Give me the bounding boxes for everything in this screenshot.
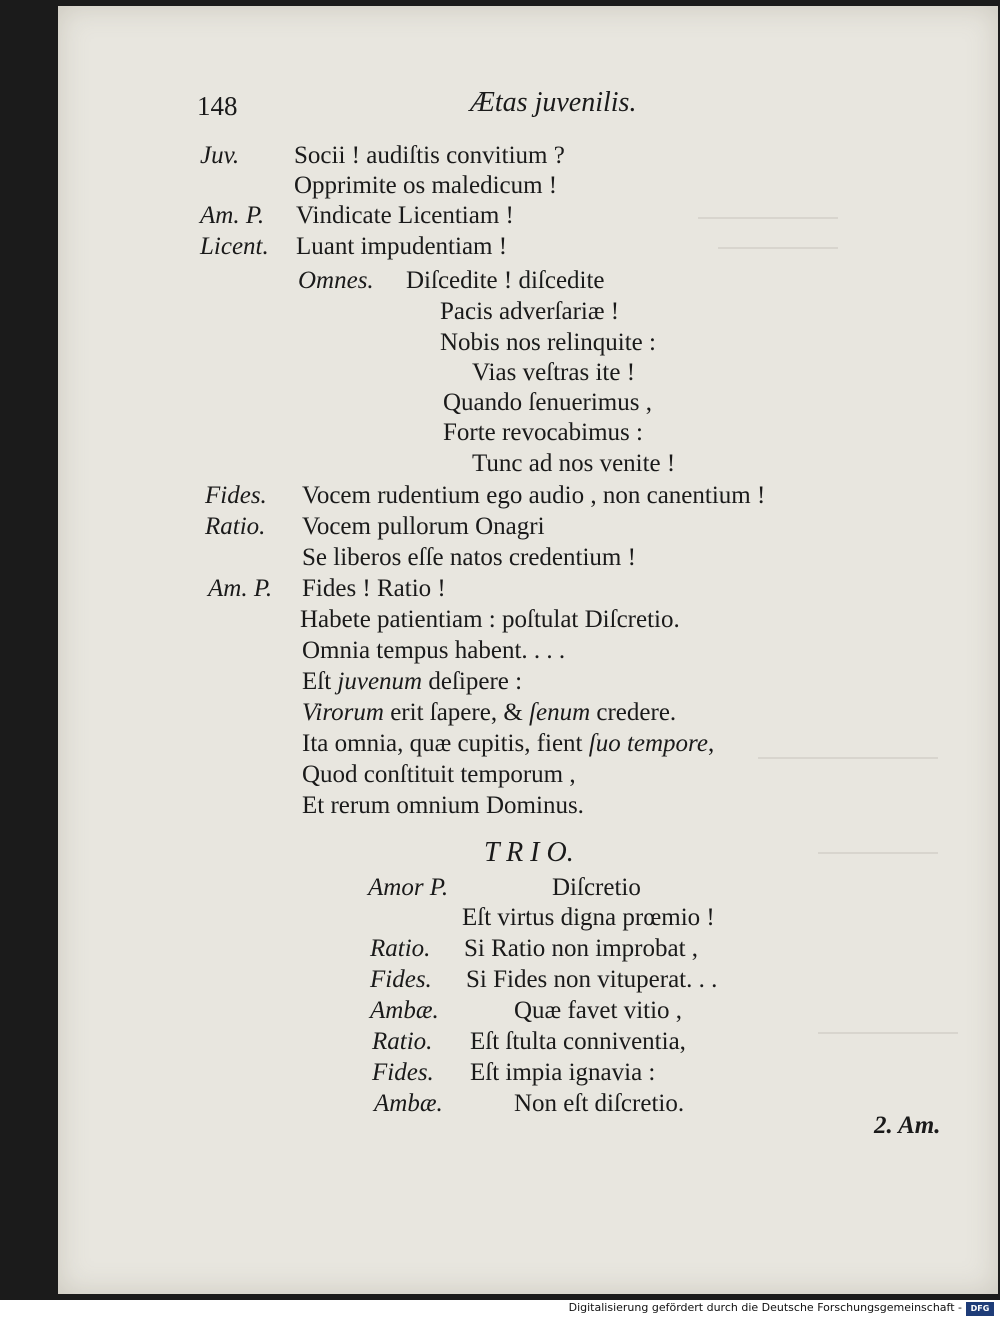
verse-line: Se liberos eſſe natos credentium ! (302, 544, 636, 571)
verse-line: Diſcedite ! diſcedite (406, 267, 605, 294)
bleed-through (718, 231, 838, 249)
verse-line: Nobis nos relinquite : (440, 329, 656, 356)
speaker-label: Ambæ. (374, 1090, 443, 1117)
verse-line: Diſcretio (552, 874, 641, 901)
verse-line: Quæ favet vitio , (514, 997, 683, 1024)
bleed-through (698, 201, 838, 219)
speaker-label: Amor P. (368, 874, 449, 901)
speaker-label: Ambæ. (370, 997, 439, 1024)
verse-line: Pacis adverſariæ ! (440, 298, 620, 325)
speaker-label: Ratio. (370, 935, 431, 962)
verse-line: Eſt impia ignavia : (470, 1059, 656, 1086)
verse-line: Habete patientiam : poſtulat Diſcretio. (300, 606, 680, 633)
verse-line: Fides ! Ratio ! (302, 575, 446, 602)
verse-line: Vias veſtras ite ! (472, 359, 636, 386)
verse-line: Eſt ſtulta conniventia, (470, 1028, 686, 1055)
bleed-through (818, 836, 938, 854)
footer-credit: Digitalisierung gefördert durch die Deutsche Forschungsgemeinschaft - (568, 1301, 962, 1314)
verse-line: Vocem rudentium ego audio , non canentium ! (302, 482, 766, 509)
speaker-label: Licent. (200, 233, 269, 260)
verse-line: Socii ! audiſtis convitium ? (294, 142, 565, 169)
page-number: 148 (197, 91, 238, 121)
bleed-through (818, 1016, 958, 1034)
dfg-logo-icon[interactable]: DFG (966, 1302, 994, 1316)
verse-line: Eſt virtus digna prœmio ! (462, 904, 715, 931)
speaker-label: Fides. (372, 1059, 434, 1086)
speaker-label: Ratio. (372, 1028, 433, 1055)
speaker-label: Am. P. (208, 575, 273, 602)
verse-line: Eſt juvenum deſipere : (302, 668, 523, 695)
verse-line: Omnia tempus habent. . . . (302, 637, 566, 664)
verse-line: Non eſt diſcretio. (514, 1090, 685, 1117)
verse-line: Opprimite os maledicum ! (294, 172, 558, 199)
catchword: 2. Am. (874, 1112, 941, 1139)
bleed-through (758, 741, 938, 759)
speaker-label: Am. P. (200, 202, 265, 229)
verse-line: Vindicate Licentiam ! (296, 202, 514, 229)
verse-line: Tunc ad nos venite ! (472, 450, 676, 477)
running-head: Ætas juvenilis. (470, 87, 637, 118)
speaker-label: Ratio. (205, 513, 266, 540)
verse-line: Virorum erit ſapere, & ſenum credere. (302, 699, 677, 726)
digitization-footer (0, 1300, 1000, 1319)
verse-line: Ita omnia, quæ cupitis, fient ſuo tempore, (302, 730, 715, 757)
trio-heading: T R I O. (484, 837, 574, 868)
speaker-label: Juv. (200, 142, 240, 169)
verse-line: Si Ratio non improbat , (464, 935, 699, 962)
verse-line: Quod conſtituit temporum , (302, 761, 576, 788)
verse-line: Si Fides non vituperat. . . (466, 966, 718, 993)
speaker-label: Omnes. (298, 267, 374, 294)
speaker-label: Fides. (370, 966, 432, 993)
verse-line: Quando ſenuerimus , (443, 389, 652, 416)
speaker-label: Fides. (205, 482, 267, 509)
verse-line: Vocem pullorum Onagri (302, 513, 545, 540)
verse-line: Luant impudentiam ! (296, 233, 508, 260)
verse-line: Forte revocabimus : (443, 419, 643, 446)
verse-line: Et rerum omnium Dominus. (302, 792, 584, 819)
